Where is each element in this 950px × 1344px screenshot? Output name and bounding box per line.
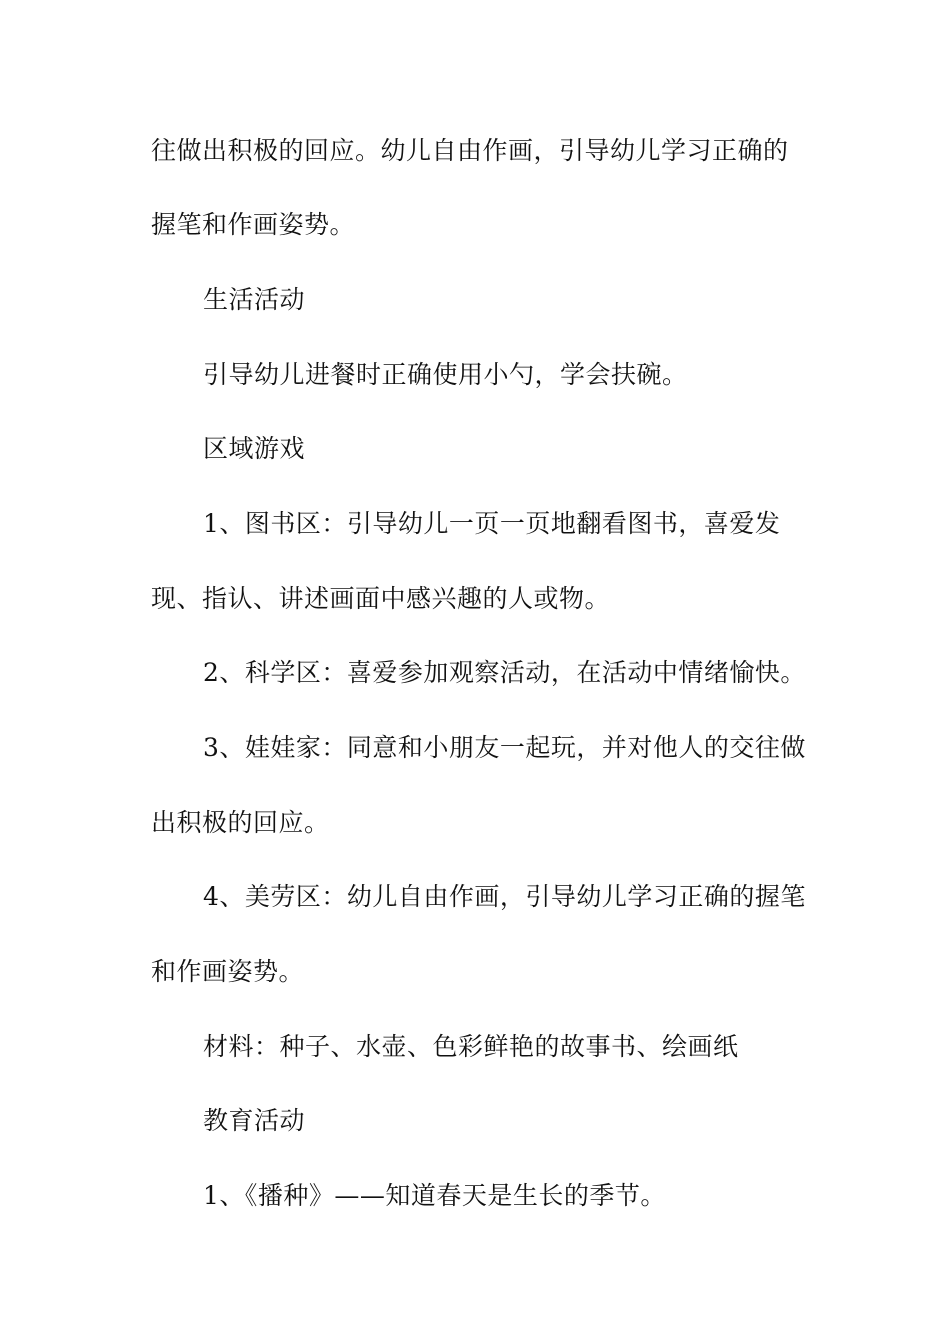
list-item-continuation-line: 出积极的回应。 [151, 808, 330, 837]
list-item-doll-house: 3、娃娃家：同意和小朋友一起玩，并对他人的交往做 [203, 733, 806, 762]
paragraph-continuation-line: 往做出积极的回应。幼儿自由作画，引导幼儿学习正确的 [151, 136, 789, 165]
list-item-continuation-line: 现、指认、讲述画面中感兴趣的人或物。 [151, 584, 611, 613]
materials-line: 材料：种子、水壶、色彩鲜艳的故事书、绘画纸 [203, 1032, 739, 1061]
section-heading-life-activity: 生活活动 [203, 285, 306, 314]
list-item-science-area: 2、科学区：喜爱参加观察活动，在活动中情绪愉快。 [203, 658, 806, 687]
section-heading-area-games: 区域游戏 [203, 434, 306, 463]
list-item-art-area: 4、美劳区：幼儿自由作画，引导幼儿学习正确的握笔 [203, 882, 806, 911]
paragraph-line: 引导幼儿进餐时正确使用小勺，学会扶碗。 [203, 360, 688, 389]
list-item-library-area: 1、图书区：引导幼儿一页一页地翻看图书，喜爱发 [203, 509, 781, 538]
list-item-sowing: 1、《播种》——知道春天是生长的季节。 [203, 1181, 666, 1210]
list-item-continuation-line: 和作画姿势。 [151, 957, 305, 986]
paragraph-continuation-line: 握笔和作画姿势。 [151, 210, 356, 239]
section-heading-education-activity: 教育活动 [203, 1106, 306, 1135]
